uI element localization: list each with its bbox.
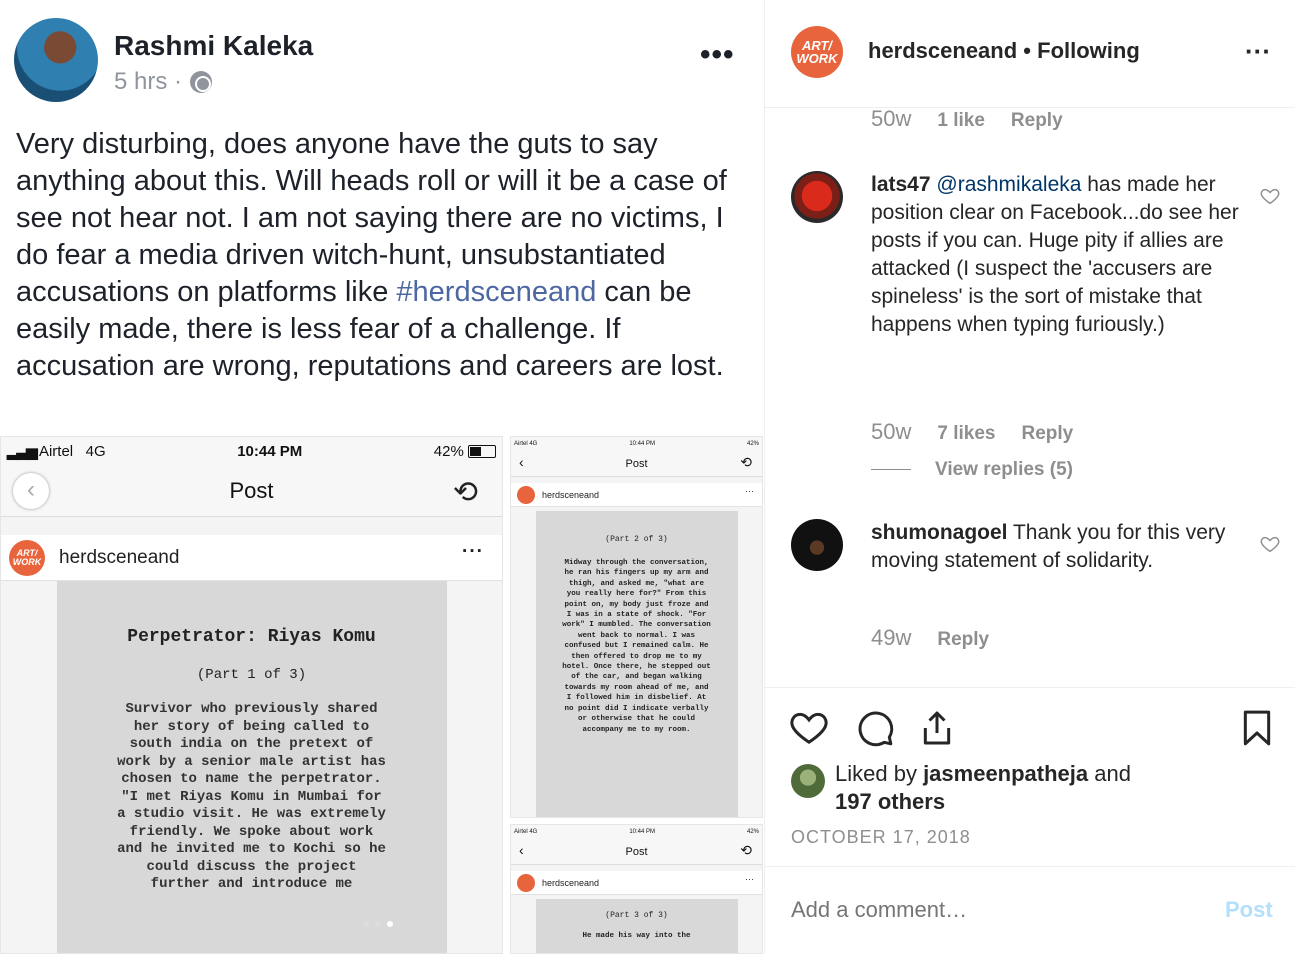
status-carrier: Airtel (514, 441, 528, 447)
fb-post-time: 5 hrs · (114, 68, 183, 95)
liked-by-text (835, 760, 1131, 816)
shot-part: (Part 3 of 3) (605, 911, 668, 920)
shot-account-name: herdsceneand (542, 877, 600, 888)
comment-meta (871, 625, 989, 651)
brand-logo-small (517, 486, 535, 504)
more-options-icon[interactable]: ··· (1245, 36, 1271, 66)
comment-mention[interactable]: @rashmikaleka (936, 173, 1082, 196)
fb-text-part: can be easily made, there is less fear of a challenge. If accusation are wrong, reputations and careers are lost. (16, 276, 724, 382)
shot-account-row (511, 483, 762, 507)
fb-hashtag: #herdsceneand (396, 276, 597, 308)
comment-time[interactable]: 50w (871, 419, 912, 444)
status-battery: 42% (746, 829, 759, 835)
carousel-dot (375, 921, 381, 927)
header-separator: • (1023, 38, 1031, 63)
comment-likes[interactable]: 7 likes (937, 423, 996, 444)
refresh-icon: ⟲ (740, 454, 752, 470)
fb-more-icon: ••• (700, 38, 735, 71)
globe-icon (190, 71, 212, 93)
comment-time[interactable]: 50w (871, 106, 912, 131)
fb-author-avatar (14, 18, 98, 102)
status-network: 4G (529, 441, 538, 447)
comment-likes[interactable]: 1 like (937, 110, 985, 131)
status-time: 10:44 PM (237, 442, 303, 460)
status-network: 4G (85, 443, 106, 460)
view-replies-button[interactable]: View replies (5) (935, 459, 1073, 480)
fb-author-name: Rashmi Kaleka (114, 30, 314, 61)
status-bar (511, 437, 762, 451)
shot-part: (Part 2 of 3) (605, 535, 668, 544)
brand-logo-small: ART/ WORK (9, 540, 45, 576)
back-icon: ‹ (13, 473, 49, 509)
add-comment-bar (765, 866, 1295, 954)
comment-avatar[interactable] (791, 171, 843, 223)
shot-account-row (1, 535, 502, 581)
liked-prefix: Liked by (835, 761, 924, 786)
phone-screenshot-1 (0, 436, 503, 954)
shot-page (536, 511, 738, 818)
shot-navbar (511, 839, 762, 865)
status-battery: 42% (746, 441, 759, 447)
liked-others-count[interactable]: 197 others (835, 789, 946, 814)
more-icon: ··· (745, 486, 754, 496)
refresh-icon: ⟲ (740, 842, 752, 858)
shot-account-name: herdsceneand (542, 489, 600, 500)
back-icon: ‹ (519, 454, 524, 470)
shot-part: (Part 1 of 3) (196, 667, 307, 683)
shot-nav-title: Post (625, 845, 648, 858)
battery-icon (468, 445, 496, 458)
more-icon: ··· (745, 874, 754, 884)
shot-heading: Perpetrator: Riyas Komu (127, 627, 376, 647)
phone-screenshot-2 (510, 436, 763, 818)
status-battery: 42% (433, 442, 464, 460)
status-carrier: Airtel (514, 829, 528, 835)
back-icon: ‹ (519, 842, 524, 858)
status-carrier-group (514, 441, 537, 447)
bookmark-icon[interactable] (1237, 708, 1277, 748)
comment-meta (871, 106, 1063, 132)
shot-page (57, 581, 447, 954)
comment-meta (871, 419, 1073, 445)
status-carrier-group (514, 829, 537, 835)
more-icon: ··· (462, 541, 484, 562)
comment-bubble-icon[interactable] (855, 708, 895, 748)
share-icon[interactable] (917, 708, 957, 748)
liked-mid: and (1088, 761, 1131, 786)
status-carrier: Airtel (38, 443, 74, 460)
comment-text: has made her position clear on Facebook...do see her posts if you can. Huge pity if allies are attacked (I suspect the 'accusers are spineless' is the sort of mistake that happens when typing furiously.) (871, 173, 1239, 336)
shot-body: Midway through the conversation, he ran his fingers up my arm and thigh, and asked me, "what are you really here for?" From this point on, my body just froze and I was in a state of shock. "For work" I mumbled. The conversation went back to normal. I was confused but I remained calm. He then offered to drop me to my hotel. Once there, he stepped out of the car, and began walking towards my room ahead of me, and I followed him in disbelief. At no point did I indicate verbally or otherwise that he could accompany me to my room. (562, 559, 711, 734)
status-carrier-group (7, 442, 106, 460)
battery-fill (470, 447, 481, 456)
account-username[interactable]: herdsceneand (868, 38, 1018, 63)
post-header (765, 0, 1295, 108)
comment-2 (871, 519, 1251, 575)
comment-text: Thank you for this very moving statement of solidarity. (871, 521, 1226, 572)
following-button[interactable]: Following (1037, 38, 1140, 63)
comment-username[interactable]: lats47 (871, 173, 931, 196)
comment-username[interactable]: shumonagoel (871, 521, 1008, 544)
shot-navbar (1, 465, 502, 517)
brand-logo-small (517, 874, 535, 892)
comment-input[interactable] (791, 897, 1191, 923)
post-side-panel (764, 0, 1295, 954)
fb-post-text (16, 126, 746, 385)
header-user (868, 38, 1140, 64)
like-comment-heart-icon[interactable] (1259, 185, 1281, 207)
phone-screenshot-3 (510, 824, 763, 954)
reply-button[interactable]: Reply (1010, 110, 1063, 131)
liked-by-avatar (791, 764, 825, 798)
shot-nav-title: Post (625, 457, 648, 470)
shot-page (536, 899, 738, 954)
shot-body: He made his way into the (582, 932, 691, 940)
post-comment-button[interactable]: Post (1225, 897, 1273, 922)
status-time: 10:44 PM (629, 829, 656, 835)
shot-navbar (511, 451, 762, 477)
comment-time[interactable]: 49w (871, 625, 912, 650)
fb-post-meta (114, 68, 212, 96)
liked-by-user[interactable]: jasmeenpatheja (923, 761, 1089, 786)
signal-icon: ▂▃▅ (7, 443, 36, 460)
status-bar (1, 437, 502, 465)
status-network: 4G (529, 829, 538, 835)
reply-button[interactable]: Reply (937, 629, 990, 650)
post-date[interactable]: OCTOBER 17, 2018 (791, 827, 971, 847)
shot-nav-title: Post (229, 477, 274, 503)
fb-text-part: Very disturbing, does anyone have the guts to say anything about this. Will heads roll or will it be a case of see not hear not. I am not saying there are no victims, I do fear a media driven witch-hunt, unsubstantiated accusations on platforms like (16, 128, 727, 308)
reply-button[interactable]: Reply (1021, 423, 1074, 444)
account-avatar[interactable]: ART/ WORK (791, 26, 843, 78)
status-battery-group (434, 443, 496, 460)
carousel-dot-active (387, 921, 393, 927)
shot-account-name: herdsceneand (59, 546, 180, 568)
carousel-dot (363, 921, 369, 927)
shot-account-row (511, 871, 762, 895)
refresh-icon: ⟲ (452, 476, 478, 509)
shot-body: Survivor who previously shared her story of being called to south india on the pretext of work by a senior male artist has chosen to name the perpetrator. "I met Riyas Komu in Mumbai for a studio visit. He was extremely friendly. We spoke about work and he invited me to Kochi so he could discuss the project further and introduce me (117, 701, 386, 892)
shot-gap (1, 517, 502, 535)
like-comment-heart-icon[interactable] (1259, 533, 1281, 555)
comment-avatar[interactable] (791, 519, 843, 571)
carousel-dots (363, 921, 393, 927)
like-heart-icon[interactable] (789, 708, 829, 748)
replies-divider (871, 469, 911, 470)
status-bar (511, 825, 762, 839)
status-time: 10:44 PM (629, 441, 656, 447)
post-actions (765, 687, 1295, 867)
comment-1 (871, 171, 1251, 339)
